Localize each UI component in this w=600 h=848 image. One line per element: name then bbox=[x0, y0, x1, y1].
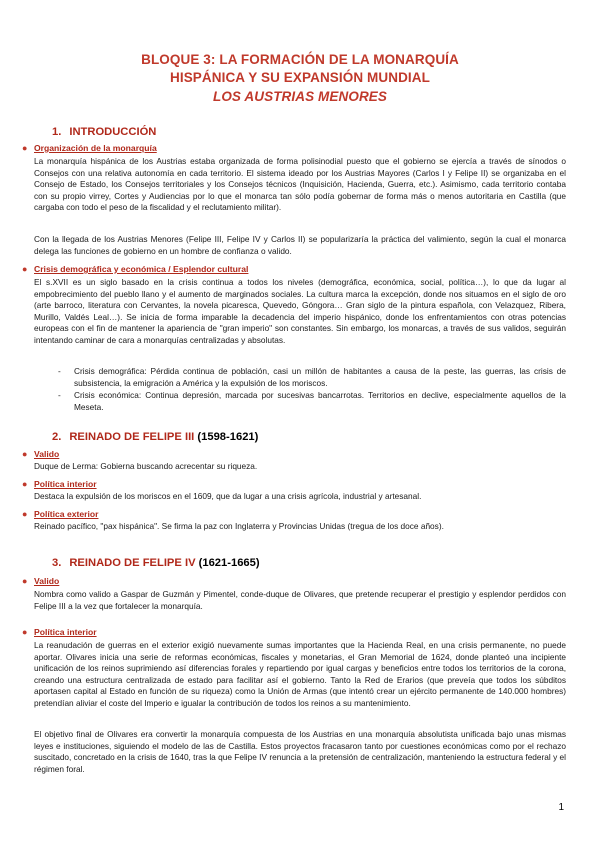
section-number: 1. bbox=[52, 126, 62, 138]
bullet-heading-valido: Valido bbox=[34, 576, 60, 586]
bullet-heading-organizacion: Organización de la monarquía bbox=[34, 143, 157, 153]
bullet-icon: ● bbox=[22, 449, 28, 459]
section-title: INTRODUCCIÓN bbox=[69, 126, 157, 138]
title-line-2: HISPÁNICA Y SU EXPANSIÓN MUNDIAL bbox=[170, 70, 430, 85]
dash-icon: - bbox=[58, 390, 61, 400]
section-years: (1598-1621) bbox=[197, 431, 259, 443]
paragraph-valido-felipe4: Nombra como valido a Gaspar de Guzmán y Pimentel, conde-duque de Olivares, que pretende recuperar el prestigio y esplendor perdidos con Felipe III a la vez que fortalecer la monarquía. bbox=[34, 589, 566, 611]
bullet-icon: ● bbox=[22, 576, 28, 586]
paragraph-valido-felipe3: Duque de Lerma: Gobierna buscando acrecentar su riqueza. bbox=[34, 461, 258, 471]
paragraph-politica-exterior-felipe3: Reinado pacífico, "pax hispánica". Se firma la paz con Inglaterra y Provincias Unidas (tregua de los doce años). bbox=[34, 521, 444, 531]
bullet-heading-politica-interior: Política interior bbox=[34, 627, 97, 637]
title-line-1: BLOQUE 3: LA FORMACIÓN DE LA MONARQUÍA bbox=[141, 52, 459, 67]
section-number: 2. bbox=[52, 431, 62, 443]
paragraph-politica-interior-felipe4-1: La reanudación de guerras en el exterior exigió nuevamente sumas importantes que la Hacienda Real, en una crisis permanente, no puede aportar. Olivares inicia una serie de reformas económicas, fiscales y monetarias, el Gran Memorial de 1624, donde planteó una incipiente unificación de los reinos suprimiendo así diferencias forales y repartiendo por igual cargas y beneficios entre todos los territorios de la corona, creando una estructura centralizada de estado para facilitar así el gobierno. Tanto la Red de Erarios (que preveía que todos los súbditos aportasen capital al Estado en función de su riqueza) como la Unión de Armas (que intentó crear un ejército permanente de 140.000 hombres) pretendían aliviar el coste del Imperio e igualar la contribución de todos los reinos a su mantenimiento. bbox=[34, 640, 566, 708]
subitem-crisis-demografica: Crisis demográfica: Pérdida continua de población, casi un millón de habitantes a causa de la peste, las guerras, las crisis de subsistencia, la emigración a América y la expulsión de los moriscos. bbox=[74, 366, 566, 388]
bullet-heading-crisis: Crisis demográfica y económica / Esplendor cultural bbox=[34, 264, 249, 274]
paragraph-politica-interior-felipe3: Destaca la expulsión de los moriscos en el 1609, que da lugar a una crisis agrícola, industrial y artesanal. bbox=[34, 491, 422, 501]
bullet-heading-politica-exterior: Política exterior bbox=[34, 509, 99, 519]
paragraph-crisis: El s.XVII es un siglo basado en la crisis continua a todos los niveles (demográfica, económica, social, política…), lo que da lugar al empobrecimiento del pueblo llano y el aumento de marginados sociales. La cultura marca la excepción, donde nos situamos en el siglo de oro (arte barroco, literatura con Cervantes, la novela picaresca, Quevedo, Góngora… Gran siglo de la pintura española, con Velazquez, Ribera, Murillo, Valdés Leal…). Se inicia de forma imparable la decadencia del imperio hispánico, donde los enfrentamientos con otras potencias europeas con el fin de mantener la apariencia de "gran imperio" son constantes. Sin embargo, los monarcas, a través de sus validos, seguirán intentando caminar de cara a monarquías centralizadas y absolutas. bbox=[34, 277, 566, 345]
bullet-icon: ● bbox=[22, 143, 28, 153]
section-number: 3. bbox=[52, 557, 62, 569]
section-title: REINADO DE FELIPE III bbox=[69, 431, 195, 443]
dash-icon: - bbox=[58, 366, 61, 376]
bullet-icon: ● bbox=[22, 509, 28, 519]
subitem-crisis-economica: Crisis económica: Continua depresión, marcada por sucesivas bancarrotas. Territorios en declive, especialmente aquellos de la Meseta. bbox=[74, 390, 566, 412]
bullet-heading-valido: Valido bbox=[34, 449, 60, 459]
page-number: 1 bbox=[558, 802, 564, 813]
bullet-icon: ● bbox=[22, 627, 28, 637]
section-heading-2 bbox=[52, 431, 258, 443]
bullet-icon: ● bbox=[22, 479, 28, 489]
section-title: REINADO DE FELIPE IV bbox=[69, 557, 196, 569]
bullet-icon: ● bbox=[22, 264, 28, 274]
subtitle: LOS AUSTRIAS MENORES bbox=[212, 89, 387, 104]
section-heading-3 bbox=[52, 557, 260, 569]
paragraph-politica-interior-felipe4-2: El objetivo final de Olivares era convertir la monarquía compuesta de los Austrias en una monarquía absolutista unificada bajo unas mismas leyes e instituciones, siguiendo el modelo de las de Castilla. Estos proyectos fracasaron tanto por cuestiones económicas como por el rechazo suscitado, concretado en la crisis de 1640, tras la que Felipe IV renuncia a la pretensión de centralización, manteniendo la estructura federal y el régimen foral. bbox=[34, 729, 566, 774]
paragraph-organizacion-2: Con la llegada de los Austrias Menores (Felipe III, Felipe IV y Carlos II) se popularizaría la práctica del valimiento, según la cual el monarca delega las funciones de gobierno en un hombre de confianza o valido. bbox=[34, 234, 566, 256]
section-heading-1 bbox=[52, 126, 156, 138]
bullet-heading-politica-interior: Política interior bbox=[34, 479, 97, 489]
paragraph-organizacion-1: La monarquía hispánica de los Austrias estaba organizada de forma polisinodial puesto que el gobierno se ejercía a través de sínodos o Consejos con una relativa autonomía en cada territorio. El sistema ideado por los Austrias Mayores (Carlos I y Felipe II) se organizaba en el Consejo de Estado, los Consejos territoriales y los Consejos técnicos (Inquisición, Hacienda, Guerra, etc.). Asimismo, cada territorio contaba con su propio virrey, Cortes y Audiencias por lo que el monarca tan sólo podía gobernar de forma más o menos autoritaria en Castilla (que cargaba con todo el peso de la fiscalidad y el reclutamiento militar). bbox=[34, 156, 566, 213]
section-years: (1621-1665) bbox=[198, 557, 260, 569]
